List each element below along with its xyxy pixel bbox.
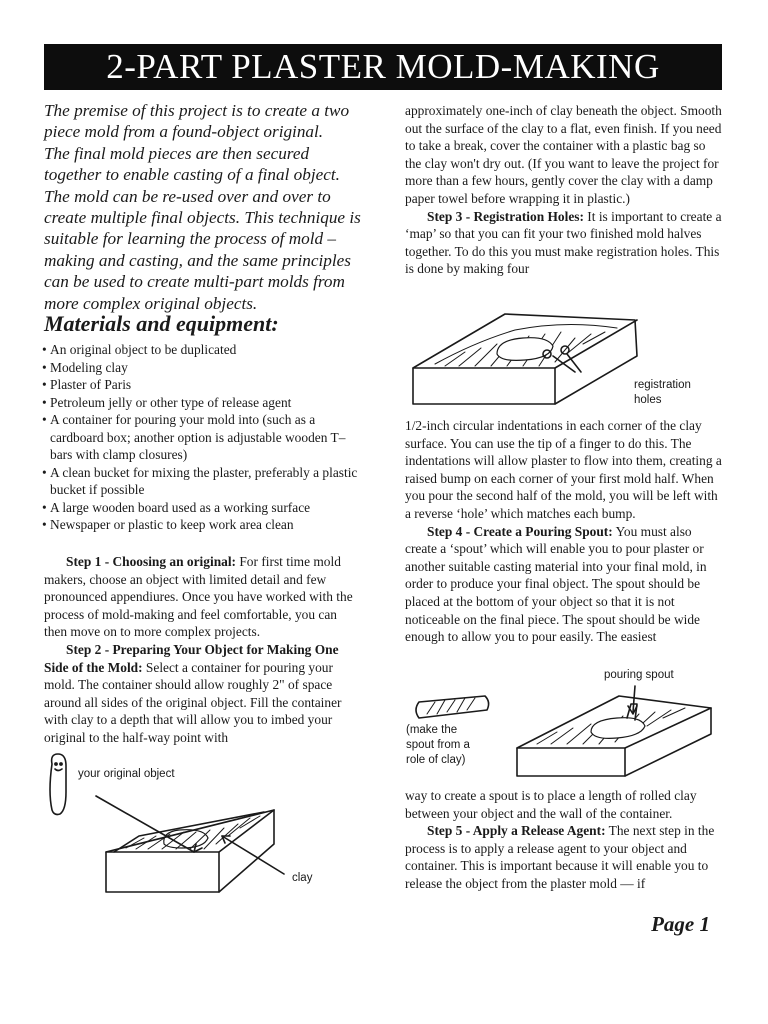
materials-list-item: • Newspaper or plastic to keep work area clean xyxy=(50,516,360,534)
step-1-text: For first time mold makers, choose an object with limited detail and few pronounced appendiures. Once you have worked with the process of mold-making and feel comfortable, you can then move on to more complex projects. xyxy=(44,554,353,640)
materials-list-item: • A clean bucket for mixing the plaster, preferably a plastic bucket if possible xyxy=(50,464,360,499)
step-1-title: Step 1 - Choosing an original: xyxy=(66,554,237,569)
page-number: Page 1 xyxy=(651,912,710,936)
materials-list-item: • Plaster of Paris xyxy=(50,376,360,394)
step-2-text: Select a container for pouring your mold. The container should allow roughly 2" of space around all sides of the original object. Fill the container with clay to a depth that will allow you to imbed your original to the half-way point with xyxy=(44,659,342,745)
intro-text-2: The final mold pieces are then secured together to enable casting of a final object. The mold can be re-used over and over to create multiple final objects. This technique is suitable for learning the process of mold –making and casting, and the same principles can be used to create multi-part molds from more complex original objects. xyxy=(44,143,361,313)
steps-left-column xyxy=(44,553,360,747)
steps-right-bottom xyxy=(405,787,723,893)
intro-paragraph xyxy=(44,100,364,314)
materials-list-item: • A container for pouring your mold into (such as a cardboard box; another option is adjustable wooden T–bars with clamp closures) xyxy=(50,411,360,464)
materials-list-item: • Modeling clay xyxy=(50,359,360,377)
steps-right-top xyxy=(405,102,723,278)
materials-heading: Materials and equipment: xyxy=(44,311,279,336)
step-3-title: Step 3 - Registration Holes: xyxy=(427,208,584,224)
pouring-spout-label: pouring spout xyxy=(604,669,674,681)
step-3-continued: 1/2-inch circular indentations in each corner of the clay surface. You can use the tip of a finger to do this. The indentations will allow plaster to flow into them, creating a raised bump on each corner of your first mold half. When you pour the second half of the mold, you will be left with a reverse ‘hole’ which matches each bump. xyxy=(405,418,722,521)
step-5-title: Step 5 - Apply a Release Agent: xyxy=(427,823,606,839)
intro-text-1: The premise of this project is to create a two piece mold from a found-object original. xyxy=(44,101,350,142)
materials-list-item: • Petroleum jelly or other type of release agent xyxy=(50,394,360,412)
materials-list-item: • An original object to be duplicated xyxy=(50,341,360,359)
step-4-text: You must also create a ‘spout’ which will enable you to pour plaster or another suitable casting material into your final mold, in order to produce your final object. The spout should be placed at the bottom of your object so that it is not noticeable on the final piece. The spout should be wide enough to allow you to pour easily. The easiest xyxy=(405,523,707,645)
step-4-title: Step 4 - Create a Pouring Spout: xyxy=(427,523,613,539)
step-3-text: It is important to create a ‘map’ so that you can fit your two finished mold halves together. To do this you must make registration holes. This is done by making four xyxy=(405,208,722,277)
materials-list-item: • A large wooden board used as a working surface xyxy=(50,499,360,517)
step-5 xyxy=(405,822,723,892)
step-4 xyxy=(405,523,723,646)
step-2-continued: approximately one-inch of clay beneath the object. Smooth out the surface of the clay to a flat, even finish. If you need to take a break, cover the container with a plastic bag so the clay won't dry out. (If you want to leave the project for more than a few hours, gently cover the clay with a damp paper towel before wrapping it in plastic.) xyxy=(405,103,722,206)
materials-list xyxy=(50,341,360,534)
step-2-title: Step 2 - Preparing Your Object for Making One Side of the Mold: xyxy=(44,641,339,675)
step-1 xyxy=(44,553,360,641)
clay-label: clay xyxy=(292,872,313,884)
steps-right-middle xyxy=(405,417,723,646)
registration-label: registration holes xyxy=(634,379,691,406)
step-4-continued: way to create a spout is to place a length of rolled clay between your object and the wall of the container. xyxy=(405,788,697,821)
page-title: 2-PART PLASTER MOLD-MAKING xyxy=(44,44,722,90)
object-label: your original object xyxy=(78,768,175,780)
step-5-text: The next step in the process is to apply a release agent to your object and container. This is important because it will enable you to release the object from the plaster mold — if xyxy=(405,823,715,891)
spout-note-label: (make the spout from a role of clay) xyxy=(406,724,470,766)
step-2 xyxy=(44,641,360,747)
step-3 xyxy=(405,208,723,278)
